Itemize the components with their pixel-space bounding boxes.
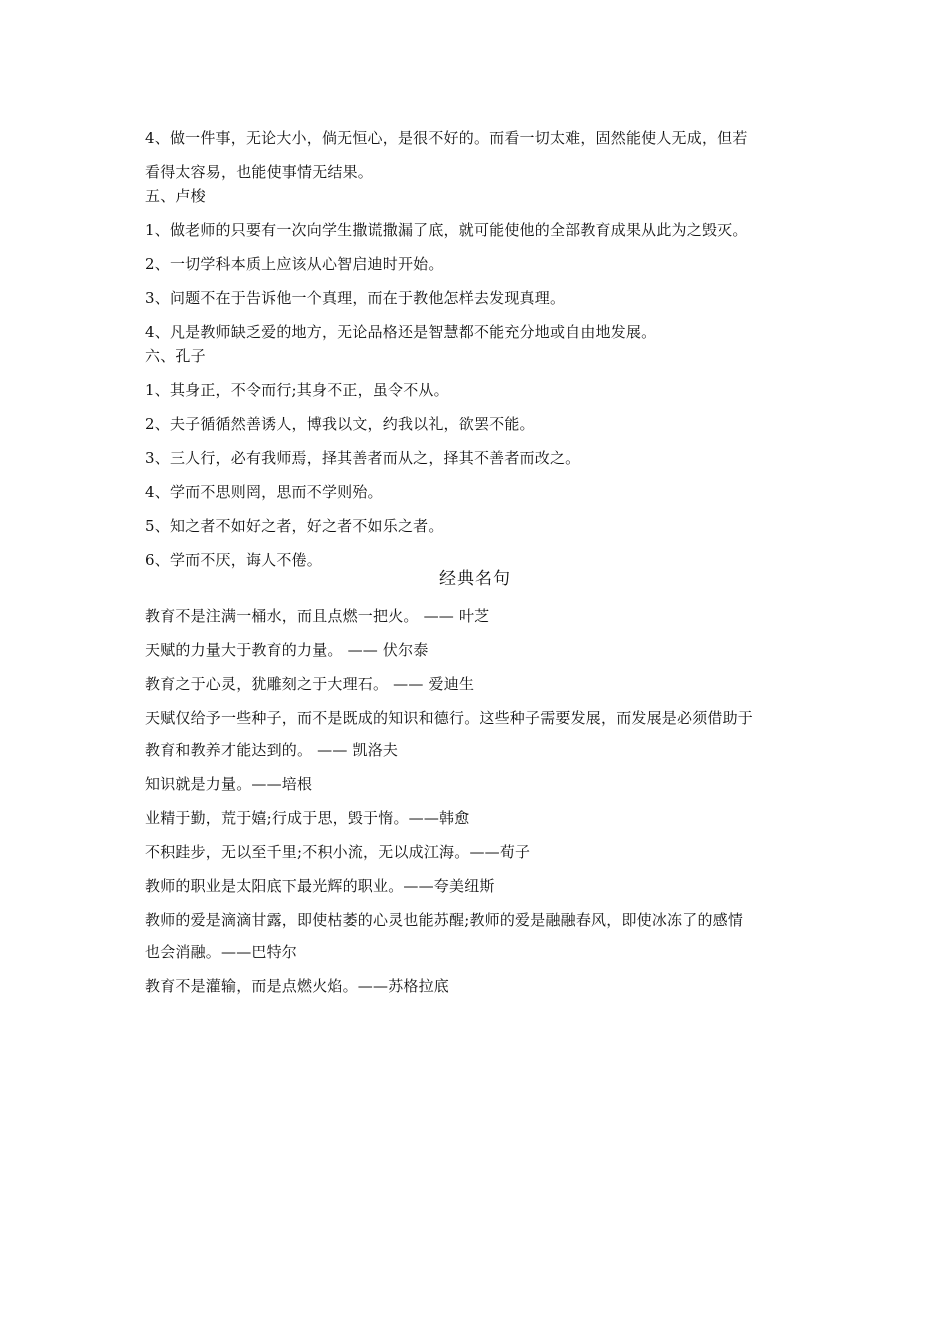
quote-line: 4、做一件事，无论大小，倘无恒心，是很不好的。而看一切太难，固然能使人无成，但若	[145, 129, 748, 147]
quote-line: 4、凡是教师缺乏爱的地方，无论品格还是智慧都不能充分地或自由地发展。	[145, 323, 657, 341]
classics-title: 经典名句	[439, 569, 511, 589]
quote-line: 2、一切学科本质上应该从心智启迪时开始。	[145, 255, 444, 273]
classic-quote-line: 教师的爱是滴滴甘露，即使枯萎的心灵也能苏醒;教师的爱是融融春风，即使冰冻了的感情	[145, 911, 744, 929]
section-heading-rousseau: 五、卢梭	[145, 187, 206, 205]
classic-quote-line: 天赋的力量大于教育的力量。 —— 伏尔泰	[145, 641, 429, 659]
classic-quote-line: 教育不是注满一桶水，而且点燃一把火。 —— 叶芝	[145, 607, 490, 625]
classic-quote-line: 教育之于心灵，犹雕刻之于大理石。 —— 爱迪生	[145, 675, 475, 693]
classic-quote-line: 教育不是灌输，而是点燃火焰。——苏格拉底	[145, 977, 450, 995]
quote-line: 3、三人行，必有我师焉，择其善者而从之，择其不善者而改之。	[145, 449, 581, 467]
classic-quote-line: 不积跬步，无以至千里;不积小流，无以成江海。——荀子	[145, 843, 531, 861]
quote-line: 6、学而不厌，诲人不倦。	[145, 551, 322, 569]
quote-line: 1、做老师的只要有一次向学生撒谎撒漏了底，就可能使他的全部教育成果从此为之毁灭。	[145, 221, 748, 239]
quote-line: 1、其身正，不令而行;其身不正，虽令不从。	[145, 381, 449, 399]
quote-line: 看得太容易，也能使事情无结果。	[145, 163, 374, 181]
classic-quote-line: 业精于勤，荒于嬉;行成于思，毁于惰。——韩愈	[145, 809, 470, 827]
classic-quote-line: 天赋仅给予一些种子，而不是既成的知识和德行。这些种子需要发展，而发展是必须借助于	[145, 709, 754, 727]
classic-quote-line: 知识就是力量。——培根	[145, 775, 313, 793]
section-heading-confucius: 六、孔子	[145, 347, 206, 365]
classic-quote-line: 教师的职业是太阳底下最光辉的职业。——夸美纽斯	[145, 877, 495, 895]
quote-line: 3、问题不在于告诉他一个真理，而在于教他怎样去发现真理。	[145, 289, 566, 307]
quote-line: 2、夫子循循然善诱人，博我以文，约我以礼，欲罢不能。	[145, 415, 535, 433]
quote-line: 5、知之者不如好之者，好之者不如乐之者。	[145, 517, 444, 535]
quote-line: 4、学而不思则罔，思而不学则殆。	[145, 483, 383, 501]
classic-quote-line: 教育和教养才能达到的。 —— 凯洛夫	[145, 741, 399, 759]
classic-quote-line: 也会消融。——巴特尔	[145, 943, 298, 961]
